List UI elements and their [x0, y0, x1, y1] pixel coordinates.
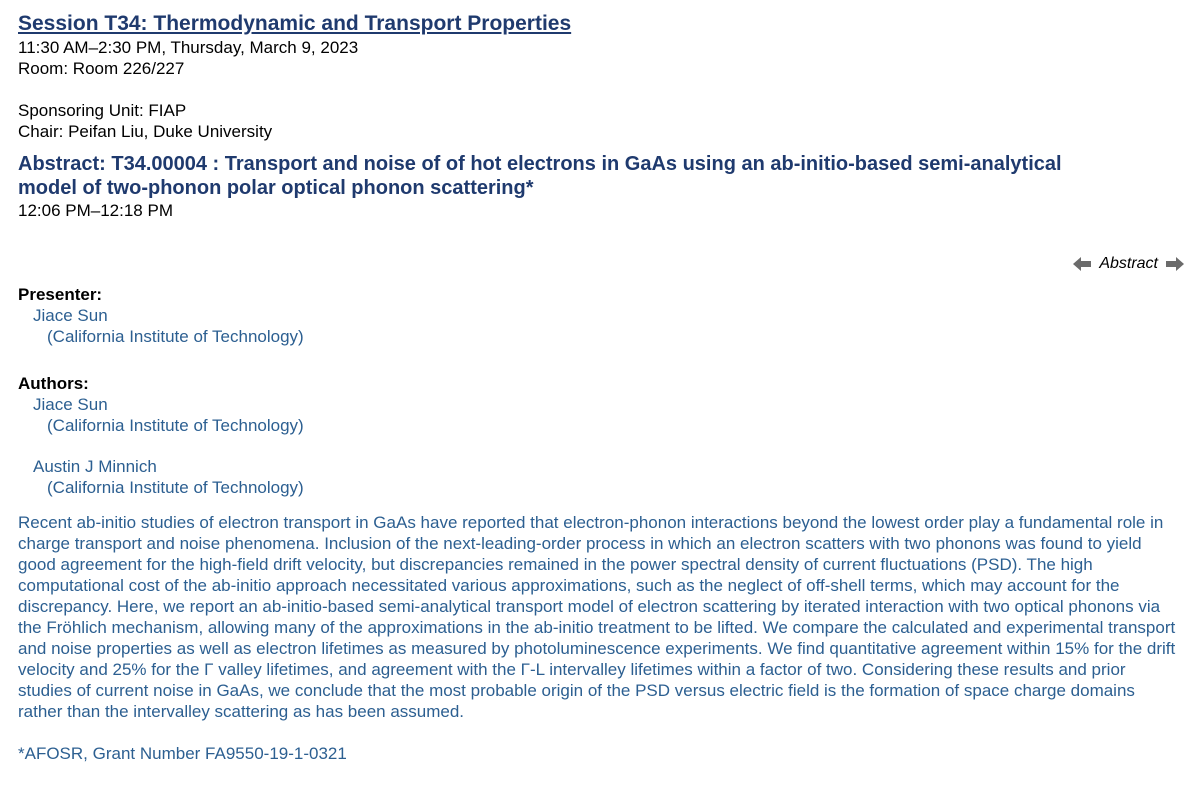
presenter-label: Presenter:: [18, 285, 103, 304]
arrow-right-icon[interactable]: [1166, 257, 1184, 271]
abstract-nav-label: Abstract: [1099, 255, 1158, 272]
session-title-link[interactable]: Session T34: Thermodynamic and Transport Properties: [18, 12, 572, 35]
abstract-time: 12:06 PM–12:18 PM: [18, 201, 173, 220]
spacer: [18, 79, 1184, 100]
funding-footnote: *AFOSR, Grant Number FA9550-19-1-0321: [18, 744, 347, 763]
author-affiliation: (California Institute of Technology): [47, 416, 304, 435]
spacer: [18, 347, 1184, 373]
presenter-name[interactable]: Jiace Sun: [33, 306, 108, 325]
session-time: 11:30 AM–2:30 PM, Thursday, March 9, 2023: [18, 38, 359, 57]
abstract-nav: [1073, 255, 1184, 273]
session-chair: Chair: Peifan Liu, Duke University: [18, 122, 273, 141]
author-affiliation: (California Institute of Technology): [47, 478, 304, 497]
author-name[interactable]: Austin J Minnich: [33, 457, 157, 476]
session-room: Room: Room 226/227: [18, 59, 185, 78]
presenter-affiliation: (California Institute of Technology): [47, 327, 304, 346]
spacer: [18, 436, 1184, 456]
authors-label: Authors:: [18, 374, 89, 393]
abstract-body: Recent ab-initio studies of electron transport in GaAs have reported that electron-phonon interactions beyond the lowest order play a fundamental role in charge transport and noise phenomena. Inclusion of the next-leading-order process in which an electron scatters with two phonons was found to yield good agreement for the high-field drift velocity, but discrepancies remained in the power spectral density of current fluctuations (PSD). The high computational cost of the ab-initio approach necessitated various approximations, such as the neglect of off-shell terms, which may account for the discrepancy. Here, we report an ab-initio-based semi-analytical transport model of electron scattering by iterated interaction with two optical phonons via the Fröhlich mechanism, allowing many of the approximations in the ab-initio treatment to be lifted. We compare the calculated and experimental transport and noise properties as well as electron lifetimes as measured by photoluminescence experiments. We find quantitative agreement within 15% for the drift velocity and 25% for the Γ valley lifetimes, and agreement with the Γ-L intervalley lifetimes within a factor of two. Considering these results and prior studies of current noise in GaAs, we conclude that the most probable origin of the PSD versus electric field is the formation of space charge domains rather than the intervalley scattering as has been assumed.: [18, 513, 1176, 721]
arrow-left-icon[interactable]: [1073, 257, 1091, 271]
spacer: [18, 221, 1184, 284]
sponsoring-unit: Sponsoring Unit: FIAP: [18, 101, 187, 120]
abstract-page: [18, 0, 1184, 764]
abstract-title: Abstract: T34.00004 : Transport and noise of of hot electrons in GaAs using an ab-initio-based semi-analytical model of two-phonon polar optical phonon scattering*: [18, 153, 1062, 199]
author-name[interactable]: Jiace Sun: [33, 395, 108, 414]
